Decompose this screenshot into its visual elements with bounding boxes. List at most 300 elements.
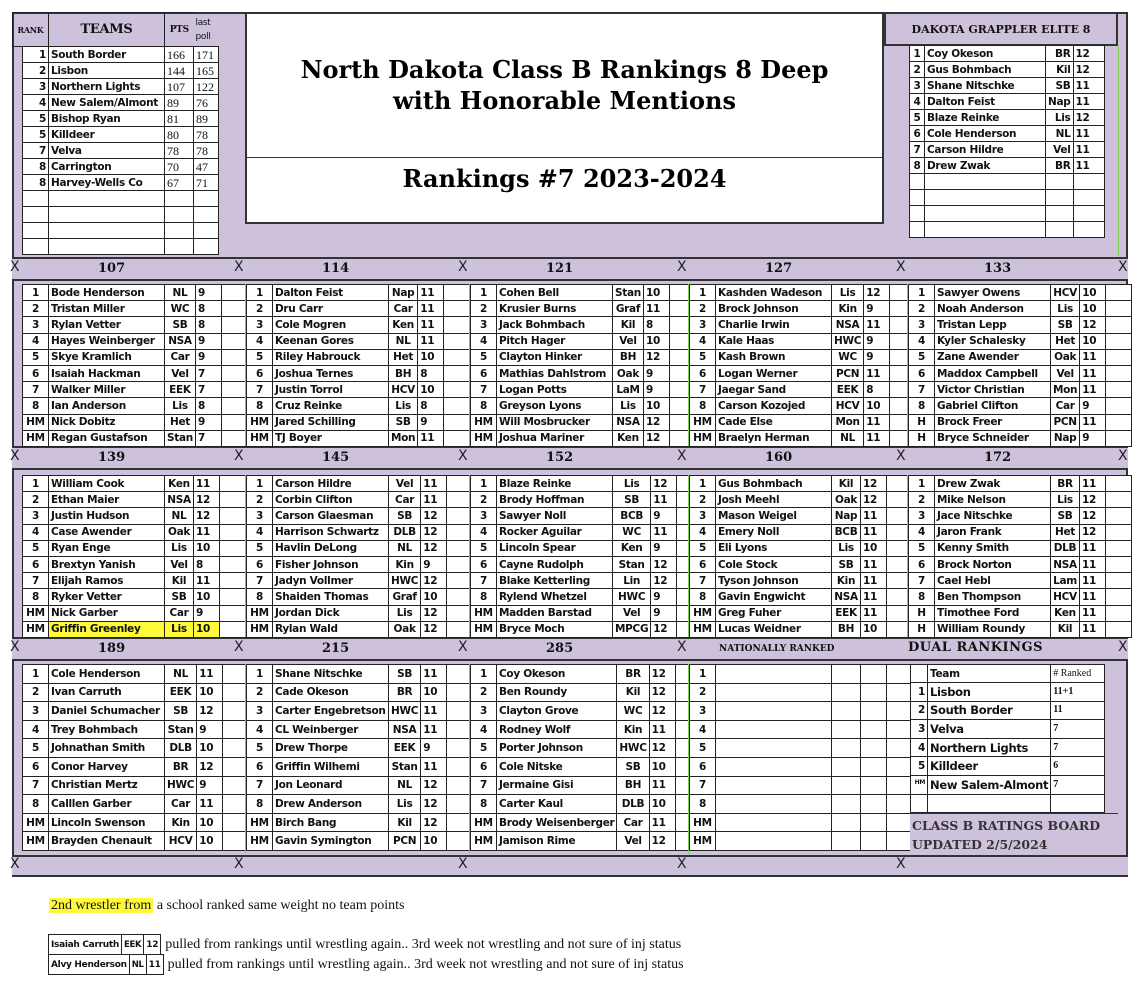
pulled-grade: 11 — [146, 955, 163, 975]
weight-class-label: 107 — [98, 261, 126, 276]
wrestler-grade: 9 — [421, 556, 447, 572]
wrestler-row — [690, 813, 913, 832]
wrestler-row — [247, 589, 473, 605]
blank-cell — [220, 524, 246, 540]
wrestler-team: EEK — [832, 605, 861, 621]
wrestler-row — [471, 795, 702, 814]
x-marker-icon: X — [10, 856, 20, 872]
wrestler-name: Keenan Gores — [273, 333, 389, 349]
team-name — [49, 239, 165, 255]
team-rank — [23, 191, 49, 207]
team-name: Northern Lights — [49, 79, 165, 95]
dual-team: South Border — [928, 701, 1051, 720]
elite8-team — [1046, 190, 1074, 206]
wrestler-name: Lucas Weidner — [716, 621, 832, 637]
wrestler-team: SB — [165, 317, 196, 333]
wrestler-name — [716, 739, 832, 758]
team-name: South Border — [49, 47, 165, 63]
wrestler-team: SB — [389, 414, 418, 430]
blank-cell — [1106, 556, 1132, 572]
dual-count-header: # Ranked — [1051, 665, 1105, 683]
wrestler-team: Graf — [389, 589, 421, 605]
wrestler-row — [909, 317, 1132, 333]
wrestler-name: Griffin Wilhemi — [273, 757, 389, 776]
rank-header: RANK — [13, 13, 49, 47]
wrestler-team: Nap — [389, 285, 418, 301]
wrestler-name: Dalton Feist — [273, 285, 389, 301]
wrestler-row — [909, 382, 1132, 398]
wrestler-name: Kenny Smith — [935, 540, 1051, 556]
wrestler-row — [471, 605, 703, 621]
wrestler-name: Kashden Wadeson — [716, 285, 832, 301]
wrestler-rank: 3 — [471, 508, 497, 524]
wrestler-row — [247, 702, 473, 721]
blank-cell — [444, 414, 470, 430]
wrestler-rank: HM — [471, 832, 497, 851]
wrestler-team: Stan — [613, 556, 651, 572]
wrestler-grade — [861, 813, 887, 832]
elite8-row — [910, 158, 1105, 174]
wrestler-team: Lam — [1051, 573, 1080, 589]
wrestler-grade — [861, 832, 887, 851]
team-row — [23, 223, 219, 239]
team-rank: 8 — [23, 175, 49, 191]
wrestler-rank: 2 — [23, 301, 49, 317]
dual-rank: 1 — [911, 683, 928, 702]
wrestler-rank: 7 — [909, 382, 935, 398]
weight-table-189 — [22, 664, 249, 851]
wrestler-row — [471, 430, 696, 446]
wrestler-name: Bryce Moch — [497, 621, 613, 637]
elite8-grade: 12 — [1073, 110, 1104, 126]
blank-cell — [444, 301, 470, 317]
wrestler-name: Rocker Aguilar — [497, 524, 613, 540]
team-rank: 1 — [23, 47, 49, 63]
wrestler-rank: 2 — [23, 492, 49, 508]
blank-cell — [221, 285, 247, 301]
wrestler-team: Ken — [1051, 605, 1080, 621]
wrestler-team: Lis — [165, 540, 194, 556]
wrestler-rank: 8 — [247, 589, 273, 605]
blank-cell — [220, 589, 246, 605]
wrestler-name: Hayes Weinberger — [49, 333, 165, 349]
wrestler-team — [832, 832, 861, 851]
wrestler-name: Carson Kozojed — [716, 398, 832, 414]
wrestler-row — [909, 349, 1132, 365]
wrestler-grade: 11 — [194, 573, 220, 589]
dual-rank — [911, 794, 928, 813]
elite8-row — [910, 142, 1105, 158]
wrestler-name: Joshua Ternes — [273, 365, 389, 381]
wrestler-rank: 6 — [690, 757, 716, 776]
elite8-name: Cole Henderson — [925, 126, 1046, 142]
wrestler-rank: 2 — [471, 492, 497, 508]
wrestler-team — [832, 683, 861, 702]
wrestler-name: Gavin Symington — [273, 832, 389, 851]
wrestler-name: Isaiah Hackman — [49, 365, 165, 381]
elite8-rank: 5 — [910, 110, 925, 126]
wrestler-rank: HM — [690, 414, 716, 430]
team-row — [23, 63, 219, 79]
ratings-board-box — [910, 813, 1118, 855]
wrestler-row — [23, 832, 249, 851]
dual-row — [911, 794, 1105, 813]
wrestler-grade: 9 — [864, 301, 890, 317]
wrestler-grade: 10 — [1080, 333, 1106, 349]
dual-rank-header — [911, 665, 928, 683]
team-last-poll: 78 — [194, 143, 219, 159]
blank-cell — [887, 776, 913, 795]
weight-table-152 — [470, 475, 703, 638]
wrestler-rank: 1 — [471, 665, 497, 684]
dual-team: Velva — [928, 720, 1051, 739]
last-poll-header: last poll — [195, 17, 211, 42]
wrestler-name: Dru Carr — [273, 301, 389, 317]
wrestler-grade: 7 — [195, 382, 221, 398]
x-marker-icon: X — [677, 259, 687, 275]
wrestler-team: Kin — [832, 301, 864, 317]
wrestler-row — [23, 739, 249, 758]
wrestler-rank: 6 — [909, 365, 935, 381]
wrestler-grade: 11 — [861, 573, 887, 589]
dual-team: Lisbon — [928, 683, 1051, 702]
wrestler-grade — [861, 720, 887, 739]
wrestler-rank: 3 — [471, 317, 497, 333]
wrestler-team: DLB — [1051, 540, 1080, 556]
wrestler-team: Lis — [1051, 492, 1080, 508]
pulled-team: EEK — [121, 935, 143, 955]
wrestler-rank: HM — [247, 605, 273, 621]
blank-cell — [1106, 476, 1132, 492]
wrestler-name: Tyson Johnson — [716, 573, 832, 589]
wrestler-name: Trey Bohmbach — [49, 720, 165, 739]
dual-row — [911, 775, 1105, 794]
wrestler-rank: 3 — [247, 508, 273, 524]
wrestler-grade: 12 — [861, 476, 887, 492]
wrestler-team: MPCG — [613, 621, 651, 637]
legend-note — [49, 898, 404, 914]
wrestler-rank: 8 — [690, 795, 716, 814]
dual-team: Killdeer — [928, 757, 1051, 776]
wrestler-team: SB — [617, 757, 649, 776]
wrestler-rank: HM — [690, 430, 716, 446]
wrestler-team: Het — [1051, 524, 1080, 540]
wrestler-row — [471, 757, 702, 776]
team-last-poll — [194, 223, 219, 239]
wrestler-name: Cole Stock — [716, 556, 832, 572]
wrestler-row — [471, 301, 696, 317]
wrestler-name: Jon Leonard — [273, 776, 389, 795]
wrestler-team: Kil — [165, 573, 194, 589]
wrestler-rank: HM — [247, 832, 273, 851]
elite8-name — [925, 174, 1046, 190]
wrestler-team: Kin — [389, 556, 421, 572]
wrestler-name: Krusier Burns — [497, 301, 613, 317]
wrestler-row — [909, 414, 1132, 430]
wrestler-row — [247, 757, 473, 776]
wrestler-name: Mathias Dahlstrom — [497, 365, 613, 381]
elite8-row — [910, 190, 1105, 206]
wrestler-rank: 3 — [690, 317, 716, 333]
team-last-poll: 89 — [194, 111, 219, 127]
wrestler-row — [471, 349, 696, 365]
team-row — [23, 239, 219, 255]
wrestler-team: Het — [165, 414, 196, 430]
wrestler-team: NL — [165, 665, 197, 684]
elite8-rank: 4 — [910, 94, 925, 110]
wrestler-name: Drew Thorpe — [273, 739, 389, 758]
wrestler-rank: 8 — [247, 795, 273, 814]
wrestler-name: Blake Ketterling — [497, 573, 613, 589]
wrestler-name: Rylan Wald — [273, 621, 389, 637]
team-row — [23, 175, 219, 191]
wrestler-team: PCN — [389, 832, 421, 851]
wrestler-grade: 11 — [1080, 621, 1106, 637]
wrestler-team: NSA — [165, 333, 196, 349]
team-row — [23, 127, 219, 143]
wrestler-grade: 11 — [649, 813, 675, 832]
elite8-rank: 2 — [910, 62, 925, 78]
wrestler-rank: 6 — [247, 556, 273, 572]
wrestler-grade: 11 — [197, 795, 223, 814]
wrestler-grade: 11 — [864, 414, 890, 430]
wrestler-team: SB — [1051, 317, 1080, 333]
blank-cell — [220, 508, 246, 524]
wrestler-name: Shane Nitschke — [273, 665, 389, 684]
wrestler-team: Oak — [613, 365, 644, 381]
blank-cell — [887, 757, 913, 776]
team-rank — [23, 239, 49, 255]
team-rank: 5 — [23, 111, 49, 127]
wrestler-grade: 10 — [864, 398, 890, 414]
wrestler-team: BH — [613, 349, 644, 365]
weight-class-label: 145 — [322, 450, 350, 465]
elite8-team: NL — [1046, 126, 1074, 142]
elite8-grade: 11 — [1073, 94, 1104, 110]
wrestler-team: Kil — [613, 317, 644, 333]
wrestler-name: Jadyn Vollmer — [273, 573, 389, 589]
wrestler-team: Kil — [389, 813, 421, 832]
wrestler-name: Braelyn Herman — [716, 430, 832, 446]
wrestler-rank: 2 — [247, 301, 273, 317]
wrestler-rank: 7 — [471, 573, 497, 589]
wrestler-team: Kin — [832, 573, 861, 589]
wrestler-name: Brody Hoffman — [497, 492, 613, 508]
wrestler-row — [23, 430, 248, 446]
wrestler-grade: 9 — [651, 540, 677, 556]
wrestler-grade: 9 — [651, 605, 677, 621]
wrestler-rank: 4 — [247, 524, 273, 540]
wrestler-team — [832, 665, 861, 684]
wrestler-name: Gus Bohmbach — [716, 476, 832, 492]
wrestler-rank: 7 — [690, 382, 716, 398]
wrestler-row — [23, 776, 249, 795]
wrestler-name: Bryce Schneider — [935, 430, 1051, 446]
wrestler-team: NL — [832, 430, 864, 446]
wrestler-rank: HM — [247, 813, 273, 832]
wrestler-rank: HM — [23, 430, 49, 446]
elite8-row — [910, 46, 1105, 62]
wrestler-team: WC — [613, 524, 651, 540]
dual-rank: 3 — [911, 720, 928, 739]
wrestler-grade: 11 — [1080, 605, 1106, 621]
wrestler-rank: 3 — [909, 508, 935, 524]
wrestler-name: Nick Garber — [49, 605, 165, 621]
wrestler-row — [23, 605, 246, 621]
wrestler-grade: 12 — [649, 832, 675, 851]
wrestler-team: BH — [389, 365, 418, 381]
wrestler-grade: 11 — [421, 492, 447, 508]
wrestler-grade: 12 — [649, 739, 675, 758]
weight-class-label: 133 — [984, 261, 1012, 276]
wrestler-grade: 12 — [1080, 317, 1106, 333]
wrestler-grade: 9 — [1080, 430, 1106, 446]
wrestler-name — [716, 776, 832, 795]
wrestler-name: Charlie Irwin — [716, 317, 832, 333]
wrestler-team: Kil — [1051, 621, 1080, 637]
wrestler-name: Tristan Miller — [49, 301, 165, 317]
wrestler-rank: 8 — [690, 589, 716, 605]
elite8-name: Drew Zwak — [925, 158, 1046, 174]
wrestler-team: HWC — [617, 739, 649, 758]
wrestler-rank: HM — [471, 430, 497, 446]
wrestler-name: Havlin DeLong — [273, 540, 389, 556]
wrestler-grade: 10 — [1080, 301, 1106, 317]
wrestler-team: Lis — [389, 605, 421, 621]
wrestler-team: Oak — [389, 621, 421, 637]
wrestler-team: WC — [832, 349, 864, 365]
wrestler-name: Ryker Vetter — [49, 589, 165, 605]
wrestler-rank: 8 — [690, 398, 716, 414]
dual-count — [1051, 794, 1105, 813]
wrestler-row — [23, 285, 248, 301]
wrestler-team: Mon — [1051, 382, 1080, 398]
blank-cell — [1106, 621, 1132, 637]
wrestler-row — [471, 414, 696, 430]
wrestler-rank: 7 — [909, 573, 935, 589]
wrestler-team — [832, 739, 861, 758]
team-last-poll: 165 — [194, 63, 219, 79]
wrestler-rank: 6 — [471, 757, 497, 776]
wrestler-name: Will Mosbrucker — [497, 414, 613, 430]
wrestler-name: Jamison Rime — [497, 832, 617, 851]
wrestler-name: Cole Nitske — [497, 757, 617, 776]
wrestler-rank: 1 — [909, 285, 935, 301]
wrestler-rank: 5 — [471, 739, 497, 758]
wrestler-grade: 11 — [421, 665, 447, 684]
wrestler-rank: 6 — [690, 365, 716, 381]
wrestler-name: Josh Meehl — [716, 492, 832, 508]
wrestler-team: Lis — [613, 398, 644, 414]
wrestler-rank: 6 — [23, 757, 49, 776]
wrestler-grade: 12 — [421, 524, 447, 540]
wrestler-rank: 7 — [247, 776, 273, 795]
wrestler-rank: 7 — [23, 382, 49, 398]
wrestler-team — [832, 776, 861, 795]
wrestler-rank: 5 — [471, 540, 497, 556]
wrestler-name: Daniel Schumacher — [49, 702, 165, 721]
blank-cell — [1106, 333, 1132, 349]
wrestler-row — [471, 813, 702, 832]
team-rank: 4 — [23, 95, 49, 111]
team-rank — [23, 223, 49, 239]
wrestler-row — [471, 317, 696, 333]
wrestler-grade: 12 — [421, 795, 447, 814]
wrestler-name: Cade Okeson — [273, 683, 389, 702]
wrestler-rank: 1 — [23, 476, 49, 492]
wrestler-rank: H — [909, 605, 935, 621]
wrestler-row — [471, 398, 696, 414]
board-line-1: CLASS B RATINGS BOARD — [912, 818, 1101, 833]
wrestler-name: Cole Henderson — [49, 665, 165, 684]
wrestler-grade: 7 — [195, 430, 221, 446]
team-rankings-table — [12, 12, 246, 47]
wrestler-row — [247, 739, 473, 758]
wrestler-team: Lis — [389, 398, 418, 414]
wrestler-row — [471, 285, 696, 301]
wrestler-name: Sawyer Owens — [935, 285, 1051, 301]
elite8-team: Lis — [1046, 110, 1074, 126]
wrestler-row — [909, 285, 1132, 301]
blank-cell — [1106, 430, 1132, 446]
wrestler-team: DLB — [165, 739, 197, 758]
wrestler-row — [23, 665, 249, 684]
wrestler-name: Brock Norton — [935, 556, 1051, 572]
wrestler-team: Kil — [832, 476, 861, 492]
wrestler-row — [23, 492, 246, 508]
wrestler-rank: 8 — [247, 398, 273, 414]
wrestler-team: Stan — [613, 285, 644, 301]
wrestler-row — [690, 621, 913, 637]
wrestler-row — [247, 795, 473, 814]
wrestler-grade: 12 — [197, 702, 223, 721]
wrestler-grade: 9 — [864, 349, 890, 365]
blank-cell — [1106, 540, 1132, 556]
wrestler-team: Kin — [165, 813, 197, 832]
elite8-name: Carson Hildre — [925, 142, 1046, 158]
wrestler-grade: 10 — [643, 333, 669, 349]
wrestler-row — [247, 540, 473, 556]
wrestler-team: Nap — [1051, 430, 1080, 446]
wrestler-row — [471, 621, 703, 637]
wrestler-grade: 12 — [643, 414, 669, 430]
wrestler-grade: 12 — [649, 665, 675, 684]
wrestler-rank: 4 — [471, 333, 497, 349]
pulled-note: pulled from rankings until wrestling again.. 3rd week not wrestling and not sure of inj status — [167, 956, 684, 972]
wrestler-grade: 11 — [864, 430, 890, 446]
wrestler-rank: H — [909, 430, 935, 446]
wrestler-rank: 1 — [23, 285, 49, 301]
wrestler-rank: 8 — [471, 589, 497, 605]
wrestler-rank: HM — [471, 414, 497, 430]
wrestler-row — [247, 524, 473, 540]
team-name: New Salem/Almont — [49, 95, 165, 111]
wrestler-team: Vel — [165, 365, 196, 381]
wrestler-team: Lis — [832, 285, 864, 301]
wrestler-team: Oak — [1051, 349, 1080, 365]
wrestler-team: Car — [165, 605, 194, 621]
wrestler-grade: 9 — [195, 349, 221, 365]
weight-table-107 — [22, 284, 248, 447]
teams-header: TEAMS — [49, 13, 165, 47]
wrestler-rank: 3 — [23, 317, 49, 333]
team-points: 67 — [165, 175, 194, 191]
weight-table-121 — [470, 284, 696, 447]
wrestler-team: Vel — [389, 476, 421, 492]
wrestler-grade: 12 — [1080, 524, 1106, 540]
wrestler-grade: 10 — [194, 621, 220, 637]
blank-cell — [221, 301, 247, 317]
